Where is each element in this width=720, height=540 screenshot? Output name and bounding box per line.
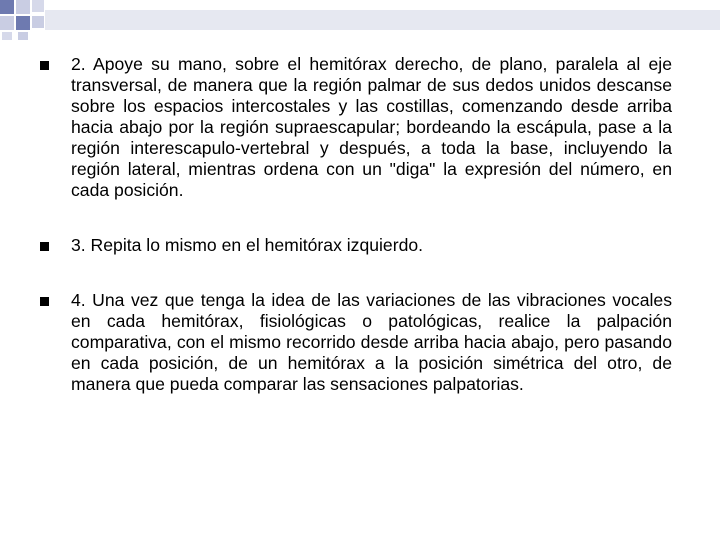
deco-square — [18, 32, 28, 40]
list-item — [40, 235, 672, 256]
deco-square — [16, 16, 30, 30]
square-bullet-icon — [40, 297, 49, 306]
bullet-text: 2. Apoye su mano, sobre el hemitórax derecho, de plano, paralela al eje transversal, de manera que la región palmar de sus dedos unidos descanse sobre los espacios intercostales y las costillas, comenzando desde arriba hacia abajo por la región supraescapular; bordeando la escápula, pase a la región interescapulo-vertebral y después, a toda la base, incluyendo la región lateral, mientras ordena con un "diga" la expresión del número, en cada posición. — [71, 54, 672, 200]
bullet-text: 3. Repita lo mismo en el hemitórax izquierdo. — [71, 235, 424, 255]
deco-square — [32, 0, 44, 12]
bullet-text: 4. Una vez que tenga la idea de las variaciones de las vibraciones vocales en cada hemitórax, fisiológicas o patológicas, realice la palpación comparativa, con el mismo recorrido desde arriba hacia abajo, pero pasando en cada posición, de un hemitórax a la posición simétrica del otro, de manera que pueda comparar las sensaciones palpatorias. — [71, 290, 672, 394]
deco-square — [0, 0, 14, 14]
bullet-list — [40, 54, 672, 395]
square-bullet-icon — [40, 61, 49, 70]
square-bullet-icon — [40, 242, 49, 251]
title-bar-stripe — [45, 10, 720, 30]
deco-square — [32, 16, 44, 28]
deco-square — [2, 32, 12, 40]
corner-decoration — [0, 0, 720, 40]
deco-square — [0, 16, 14, 30]
list-item — [40, 290, 672, 395]
deco-square — [16, 0, 30, 14]
list-item — [40, 54, 672, 201]
